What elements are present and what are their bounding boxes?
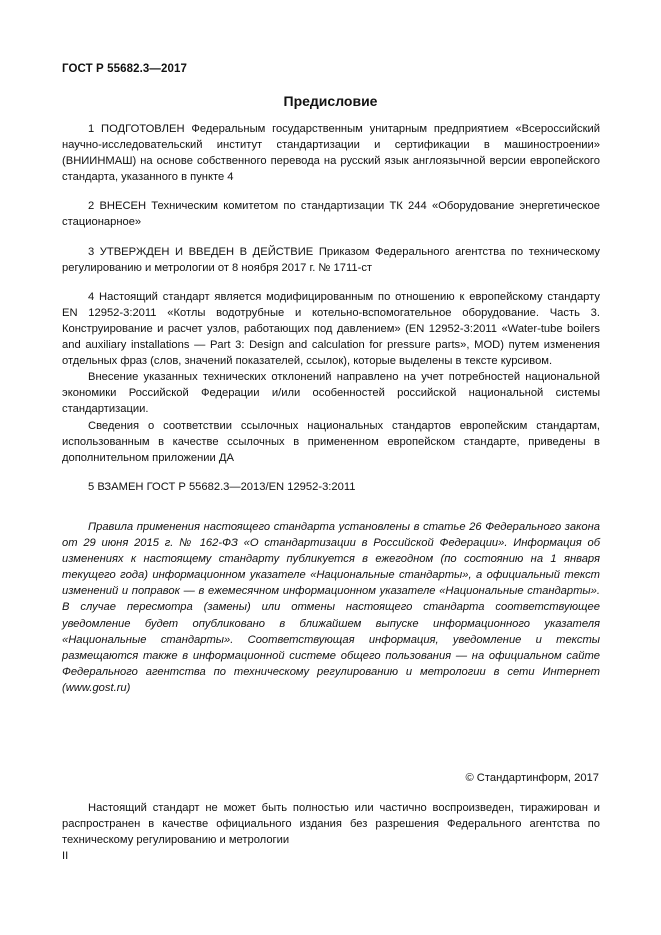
preface-item-4-deviations: Внесение указанных технических отклонений направлено на учет потребностей национальной экономики Российской Федерации и/или особенностей российской национальной системы стандартизации. — [62, 371, 600, 416]
rules-notice-text: Правила применения настоящего стандарта установлены в статье 26 Федерального закона от 29 июня 2015 г. № 162-ФЗ «О стандартизации в Российской Федерации». Информация об изменениях к настоящему стандарту публикуется в ежегодном (по состоянию на 1 января текущего года) информационном указателе «Национальные стандарты», а официальный текст изменений и поправок — в ежемесячном информационном указателе «Национальные стандарты». В случае пересмотра (замены) или отмены настоящего стандарта соответствующее уведомление будет опубликовано в ближайшем выпуске информационного указателя «Национальные стандарты». Соответствующая информация, уведомление и тексты размещаются также в информационной системе общего пользования — на официальном сайте Федерального агентства по техническому регулированию и метрологии в сети Интернет (www.gost.ru) — [62, 521, 600, 694]
preface-item-5: 5 ВЗАМЕН ГОСТ Р 55682.3—2013/EN 12952-3:2011 — [88, 480, 356, 493]
page-title: Предисловие — [283, 93, 378, 109]
preface-item-1: 1 ПОДГОТОВЛЕН Федеральным государственным унитарным предприятием «Всероссийский научно-исследовательский институт стандартизации и сертификации в машиностроении» (ВНИИНМАШ) на основе собственного перевода на русский язык англоязычной версии европейского стандарта, указанного в пункте 4 — [62, 123, 600, 184]
standard-code-header: ГОСТ Р 55682.3—2017 — [62, 63, 187, 75]
preface-item-2: 2 ВНЕСЕН Техническим комитетом по стандартизации ТК 244 «Оборудование энергетическое стационарное» — [62, 200, 600, 229]
reprint-notice-text: Настоящий стандарт не может быть полностью или частично воспроизведен, тиражирован и распространен в качестве официального издания без разрешения Федерального агентства по техническому регулированию и метрологии — [62, 802, 600, 847]
page-number: II — [62, 850, 69, 862]
copyright: © Стандартинформ, 2017 — [465, 772, 599, 784]
preface-item-4: 4 Настоящий стандарт является модифицированным по отношению к европейскому стандарту EN 12952-3:2011 «Котлы водотрубные и котельно-вспомогательное оборудование. Часть 3. Конструирование и расчет узлов, работающих под давлением» (EN 12952-3:2011 «Water-tube boilers and auxiliary installations — Part 3: Design and calculation for pressure parts», MOD) путем изменения отдельных фраз (слов, значений показателей, ссылок), которые выделены в тексте курсивом. — [62, 290, 600, 368]
preface-body — [62, 121, 600, 495]
preface-item-4-references: Сведения о соответствии ссылочных национальных стандартов европейским стандартам, использованным в качестве ссылочных в примененном европейском стандарте, приведены в дополнительном приложении ДА — [62, 419, 600, 464]
preface-item-3: 3 УТВЕРЖДЕН И ВВЕДЕН В ДЕЙСТВИЕ Приказом Федерального агентства по техническому регулированию и метрологии от 8 ноября 2017 г. № 1711-ст — [62, 245, 600, 274]
rules-notice — [62, 519, 600, 696]
reprint-notice — [62, 800, 600, 848]
